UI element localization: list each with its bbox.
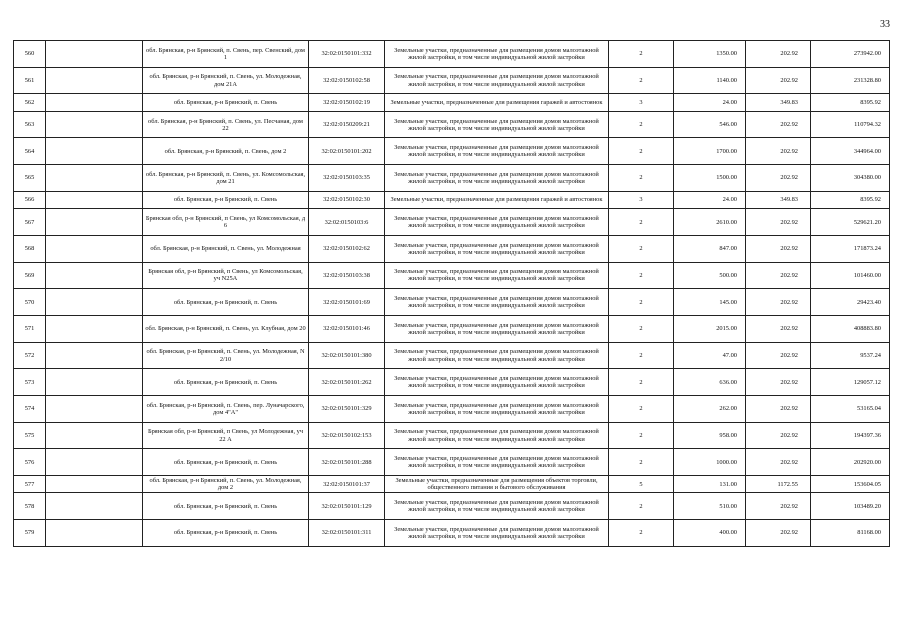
land-use-cell: Земельные участки, предназначенные для размещения домов малоэтажной жилой застройки, в том числе индивидуальной жилой застройки xyxy=(385,422,609,449)
blank-cell xyxy=(46,520,143,547)
table-row xyxy=(14,235,890,262)
land-use-cell: Земельные участки, предназначенные для размещения домов малоэтажной жилой застройки, в том числе индивидуальной жилой застройки xyxy=(385,41,609,68)
address-cell: обл. Брянская, р-н Брянский, п. Свень, ул. Молодежная, дом 2 xyxy=(143,476,309,493)
row-number-cell: 572 xyxy=(14,342,46,369)
blank-cell xyxy=(46,235,143,262)
area-cell: 47.00 xyxy=(674,342,746,369)
group-cell: 2 xyxy=(609,111,674,138)
row-number-cell: 561 xyxy=(14,67,46,94)
rate-cell: 202.92 xyxy=(746,289,811,316)
area-cell: 1000.00 xyxy=(674,449,746,476)
address-cell: обл. Брянская, р-н Брянский, п. Свень, ул. Молодежная xyxy=(143,235,309,262)
group-cell: 2 xyxy=(609,369,674,396)
rate-cell: 202.92 xyxy=(746,41,811,68)
cadastral-number-cell: 32:02:0150102:62 xyxy=(309,235,385,262)
blank-cell xyxy=(46,138,143,165)
address-cell: Брянская обл, р-н Брянский, п Свень, ул Комсомольская, уч N25А xyxy=(143,262,309,289)
group-cell: 2 xyxy=(609,449,674,476)
area-cell: 2015.00 xyxy=(674,315,746,342)
blank-cell xyxy=(46,41,143,68)
rate-cell: 202.92 xyxy=(746,449,811,476)
address-cell: обл. Брянская, р-н Брянский, п. Свень, пер. Свенский, дом 1 xyxy=(143,41,309,68)
cadastral-value-cell: 9537.24 xyxy=(811,342,890,369)
address-cell: обл. Брянская, р-н Брянский, п. Свень xyxy=(143,449,309,476)
cadastral-number-cell: 32:02:0150103:6 xyxy=(309,209,385,236)
area-cell: 131.00 xyxy=(674,476,746,493)
table-body xyxy=(14,41,890,547)
cadastral-number-cell: 32:02:0150101:46 xyxy=(309,315,385,342)
group-cell: 2 xyxy=(609,165,674,192)
group-cell: 3 xyxy=(609,94,674,111)
address-cell: обл. Брянская, р-н Брянский, п. Свень, дом 2 xyxy=(143,138,309,165)
blank-cell xyxy=(46,262,143,289)
group-cell: 2 xyxy=(609,422,674,449)
cadastral-value-cell: 101460.00 xyxy=(811,262,890,289)
land-use-cell: Земельные участки, предназначенные для размещения домов малоэтажной жилой застройки, в том числе индивидуальной жилой застройки xyxy=(385,235,609,262)
cadastral-value-cell: 304380.00 xyxy=(811,165,890,192)
table-row xyxy=(14,493,890,520)
row-number-cell: 573 xyxy=(14,369,46,396)
blank-cell xyxy=(46,449,143,476)
cadastral-number-cell: 32:02:0150101:332 xyxy=(309,41,385,68)
cadastral-value-cell: 29423.40 xyxy=(811,289,890,316)
cadastral-number-cell: 32:02:0150101:380 xyxy=(309,342,385,369)
row-number-cell: 570 xyxy=(14,289,46,316)
cadastral-value-cell: 202920.00 xyxy=(811,449,890,476)
rate-cell: 202.92 xyxy=(746,422,811,449)
land-use-cell: Земельные участки, предназначенные для размещения домов малоэтажной жилой застройки, в том числе индивидуальной жилой застройки xyxy=(385,111,609,138)
rate-cell: 202.92 xyxy=(746,138,811,165)
cadastral-value-cell: 194397.36 xyxy=(811,422,890,449)
group-cell: 2 xyxy=(609,289,674,316)
group-cell: 5 xyxy=(609,476,674,493)
row-number-cell: 578 xyxy=(14,493,46,520)
table-row xyxy=(14,369,890,396)
land-use-cell: Земельные участки, предназначенные для размещения домов малоэтажной жилой застройки, в том числе индивидуальной жилой застройки xyxy=(385,449,609,476)
cadastral-number-cell: 32:02:0150101:288 xyxy=(309,449,385,476)
address-cell: обл. Брянская, р-н Брянский, п. Свень, ул. Клубная, дом 20 xyxy=(143,315,309,342)
blank-cell xyxy=(46,209,143,236)
cadastral-value-cell: 153604.05 xyxy=(811,476,890,493)
rate-cell: 202.92 xyxy=(746,235,811,262)
address-cell: обл. Брянская, р-н Брянский, п. Свень xyxy=(143,94,309,111)
land-use-cell: Земельные участки, предназначенные для размещения домов малоэтажной жилой застройки, в том числе индивидуальной жилой застройки xyxy=(385,315,609,342)
land-use-cell: Земельные участки, предназначенные для размещения объектов торговли, общественного питания и бытового обслуживания xyxy=(385,476,609,493)
area-cell: 958.00 xyxy=(674,422,746,449)
land-use-cell: Земельные участки, предназначенные для размещения домов малоэтажной жилой застройки, в том числе индивидуальной жилой застройки xyxy=(385,138,609,165)
land-use-cell: Земельные участки, предназначенные для размещения домов малоэтажной жилой застройки, в том числе индивидуальной жилой застройки xyxy=(385,520,609,547)
cadastral-value-cell: 8395.92 xyxy=(811,94,890,111)
land-use-cell: Земельные участки, предназначенные для размещения домов малоэтажной жилой застройки, в том числе индивидуальной жилой застройки xyxy=(385,369,609,396)
group-cell: 2 xyxy=(609,315,674,342)
rate-cell: 349.83 xyxy=(746,191,811,208)
rate-cell: 202.92 xyxy=(746,262,811,289)
cadastral-value-cell: 231328.80 xyxy=(811,67,890,94)
address-cell: обл. Брянская, р-н Брянский, п. Свень xyxy=(143,369,309,396)
address-cell: Брянская обл, р-н Брянский, п Свень, ул Комсомольская, д 6 xyxy=(143,209,309,236)
area-cell: 145.00 xyxy=(674,289,746,316)
table-row xyxy=(14,67,890,94)
cadastral-value-cell: 81168.00 xyxy=(811,520,890,547)
blank-cell xyxy=(46,191,143,208)
cadastral-value-cell: 53165.04 xyxy=(811,396,890,423)
land-use-cell: Земельные участки, предназначенные для размещения гаражей и автостоянок xyxy=(385,94,609,111)
rate-cell: 202.92 xyxy=(746,396,811,423)
area-cell: 1140.00 xyxy=(674,67,746,94)
cadastral-number-cell: 32:02:0150102:19 xyxy=(309,94,385,111)
table-row xyxy=(14,111,890,138)
table-row xyxy=(14,94,890,111)
address-cell: обл. Брянская, р-н Брянский, п. Свень xyxy=(143,520,309,547)
address-cell: обл. Брянская, р-н Брянский, п. Свень, ул. Молодежная, дом 21А xyxy=(143,67,309,94)
address-cell: обл. Брянская, р-н Брянский, п. Свень, пер. Луначарского, дом 4"А" xyxy=(143,396,309,423)
blank-cell xyxy=(46,396,143,423)
rate-cell: 202.92 xyxy=(746,493,811,520)
cadastral-number-cell: 32:02:0150101:311 xyxy=(309,520,385,547)
cadastral-number-cell: 32:02:0150101:329 xyxy=(309,396,385,423)
row-number-cell: 567 xyxy=(14,209,46,236)
cadastral-number-cell: 32:02:0150102:153 xyxy=(309,422,385,449)
address-cell: обл. Брянская, р-н Брянский, п. Свень xyxy=(143,191,309,208)
rate-cell: 202.92 xyxy=(746,315,811,342)
blank-cell xyxy=(46,369,143,396)
area-cell: 2610.00 xyxy=(674,209,746,236)
land-use-cell: Земельные участки, предназначенные для размещения домов малоэтажной жилой застройки, в том числе индивидуальной жилой застройки xyxy=(385,289,609,316)
row-number-cell: 574 xyxy=(14,396,46,423)
group-cell: 2 xyxy=(609,67,674,94)
blank-cell xyxy=(46,94,143,111)
land-registry-table xyxy=(13,40,890,547)
land-use-cell: Земельные участки, предназначенные для размещения домов малоэтажной жилой застройки, в том числе индивидуальной жилой застройки xyxy=(385,165,609,192)
table-row xyxy=(14,476,890,493)
area-cell: 1700.00 xyxy=(674,138,746,165)
table-row xyxy=(14,209,890,236)
land-use-cell: Земельные участки, предназначенные для размещения домов малоэтажной жилой застройки, в том числе индивидуальной жилой застройки xyxy=(385,262,609,289)
blank-cell xyxy=(46,315,143,342)
table-row xyxy=(14,520,890,547)
blank-cell xyxy=(46,289,143,316)
rate-cell: 202.92 xyxy=(746,520,811,547)
table-row xyxy=(14,396,890,423)
land-use-cell: Земельные участки, предназначенные для размещения гаражей и автостоянок xyxy=(385,191,609,208)
blank-cell xyxy=(46,493,143,520)
address-cell: обл. Брянская, р-н Брянский, п. Свень xyxy=(143,493,309,520)
address-cell: обл. Брянская, р-н Брянский, п. Свень, ул. Песчаная, дом 22 xyxy=(143,111,309,138)
area-cell: 510.00 xyxy=(674,493,746,520)
area-cell: 636.00 xyxy=(674,369,746,396)
table-row xyxy=(14,342,890,369)
area-cell: 500.00 xyxy=(674,262,746,289)
table-row xyxy=(14,262,890,289)
address-cell: Брянская обл, р-н Брянский, п Свень, ул Молодежная, уч 22 А xyxy=(143,422,309,449)
table-row xyxy=(14,422,890,449)
blank-cell xyxy=(46,342,143,369)
blank-cell xyxy=(46,476,143,493)
group-cell: 3 xyxy=(609,191,674,208)
cadastral-number-cell: 32:02:0150101:129 xyxy=(309,493,385,520)
table-row xyxy=(14,315,890,342)
group-cell: 2 xyxy=(609,262,674,289)
area-cell: 1350.00 xyxy=(674,41,746,68)
cadastral-number-cell: 32:02:0150101:69 xyxy=(309,289,385,316)
rate-cell: 202.92 xyxy=(746,342,811,369)
group-cell: 2 xyxy=(609,209,674,236)
row-number-cell: 565 xyxy=(14,165,46,192)
blank-cell xyxy=(46,67,143,94)
row-number-cell: 568 xyxy=(14,235,46,262)
row-number-cell: 576 xyxy=(14,449,46,476)
row-number-cell: 566 xyxy=(14,191,46,208)
area-cell: 847.00 xyxy=(674,235,746,262)
cadastral-value-cell: 529621.20 xyxy=(811,209,890,236)
table-row xyxy=(14,138,890,165)
cadastral-number-cell: 32:02:0150102:30 xyxy=(309,191,385,208)
cadastral-number-cell: 32:02:0150103:35 xyxy=(309,165,385,192)
row-number-cell: 564 xyxy=(14,138,46,165)
address-cell: обл. Брянская, р-н Брянский, п. Свень, ул. Комсомольская, дом 21 xyxy=(143,165,309,192)
cadastral-number-cell: 32:02:0150103:38 xyxy=(309,262,385,289)
rate-cell: 202.92 xyxy=(746,111,811,138)
cadastral-value-cell: 129057.12 xyxy=(811,369,890,396)
rate-cell: 202.92 xyxy=(746,165,811,192)
blank-cell xyxy=(46,422,143,449)
cadastral-value-cell: 103489.20 xyxy=(811,493,890,520)
row-number-cell: 575 xyxy=(14,422,46,449)
table-row xyxy=(14,165,890,192)
land-use-cell: Земельные участки, предназначенные для размещения домов малоэтажной жилой застройки, в том числе индивидуальной жилой застройки xyxy=(385,493,609,520)
cadastral-value-cell: 8395.92 xyxy=(811,191,890,208)
area-cell: 546.00 xyxy=(674,111,746,138)
rate-cell: 349.83 xyxy=(746,94,811,111)
group-cell: 2 xyxy=(609,41,674,68)
table-row xyxy=(14,41,890,68)
area-cell: 262.00 xyxy=(674,396,746,423)
address-cell: обл. Брянская, р-н Брянский, п. Свень xyxy=(143,289,309,316)
land-use-cell: Земельные участки, предназначенные для размещения домов малоэтажной жилой застройки, в том числе индивидуальной жилой застройки xyxy=(385,67,609,94)
rate-cell: 202.92 xyxy=(746,209,811,236)
blank-cell xyxy=(46,165,143,192)
row-number-cell: 579 xyxy=(14,520,46,547)
table-row xyxy=(14,289,890,316)
group-cell: 2 xyxy=(609,342,674,369)
cadastral-value-cell: 110794.32 xyxy=(811,111,890,138)
cadastral-value-cell: 171873.24 xyxy=(811,235,890,262)
cadastral-number-cell: 32:02:0150209:21 xyxy=(309,111,385,138)
cadastral-value-cell: 273942.00 xyxy=(811,41,890,68)
table-row xyxy=(14,449,890,476)
rate-cell: 1172.55 xyxy=(746,476,811,493)
group-cell: 2 xyxy=(609,520,674,547)
group-cell: 2 xyxy=(609,396,674,423)
row-number-cell: 577 xyxy=(14,476,46,493)
group-cell: 2 xyxy=(609,138,674,165)
address-cell: обл. Брянская, р-н Брянский, п. Свень, ул. Молодежная, N 2/10 xyxy=(143,342,309,369)
row-number-cell: 563 xyxy=(14,111,46,138)
table-row xyxy=(14,191,890,208)
area-cell: 24.00 xyxy=(674,94,746,111)
area-cell: 24.00 xyxy=(674,191,746,208)
area-cell: 400.00 xyxy=(674,520,746,547)
row-number-cell: 569 xyxy=(14,262,46,289)
rate-cell: 202.92 xyxy=(746,67,811,94)
group-cell: 2 xyxy=(609,235,674,262)
blank-cell xyxy=(46,111,143,138)
cadastral-number-cell: 32:02:0150101:262 xyxy=(309,369,385,396)
cadastral-value-cell: 408883.80 xyxy=(811,315,890,342)
land-use-cell: Земельные участки, предназначенные для размещения домов малоэтажной жилой застройки, в том числе индивидуальной жилой застройки xyxy=(385,209,609,236)
row-number-cell: 560 xyxy=(14,41,46,68)
cadastral-number-cell: 32:02:0150101:202 xyxy=(309,138,385,165)
cadastral-number-cell: 32:02:0150101:37 xyxy=(309,476,385,493)
page-number: 33 xyxy=(880,19,890,30)
row-number-cell: 562 xyxy=(14,94,46,111)
land-use-cell: Земельные участки, предназначенные для размещения домов малоэтажной жилой застройки, в том числе индивидуальной жилой застройки xyxy=(385,342,609,369)
cadastral-value-cell: 344964.00 xyxy=(811,138,890,165)
row-number-cell: 571 xyxy=(14,315,46,342)
area-cell: 1500.00 xyxy=(674,165,746,192)
cadastral-number-cell: 32:02:0150102:58 xyxy=(309,67,385,94)
rate-cell: 202.92 xyxy=(746,369,811,396)
land-use-cell: Земельные участки, предназначенные для размещения домов малоэтажной жилой застройки, в том числе индивидуальной жилой застройки xyxy=(385,396,609,423)
group-cell: 2 xyxy=(609,493,674,520)
